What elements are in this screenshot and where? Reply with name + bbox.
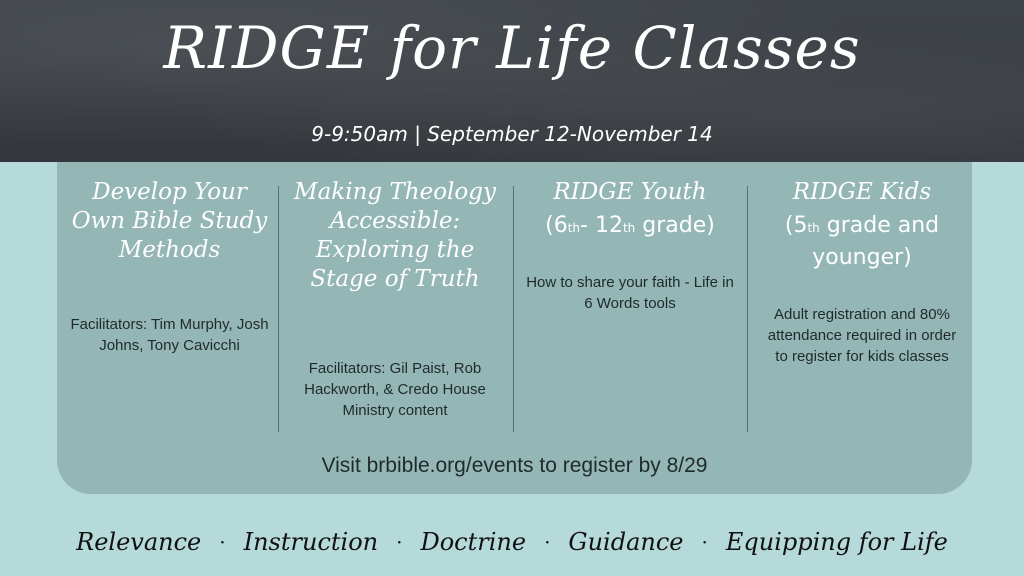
class-column-youth: [525, 178, 735, 314]
separator-dot: ·: [219, 530, 226, 554]
column-divider: [513, 186, 514, 432]
footer-value: Instruction: [243, 528, 379, 556]
page-title: RIDGE for Life Classes: [163, 14, 861, 82]
column-divider: [747, 186, 748, 432]
schedule-subtitle: 9-9:50am | September 12-November 14: [311, 122, 713, 146]
footer-value: Equipping for Life: [725, 528, 948, 556]
class-column-bible-study: [67, 178, 272, 356]
class-description: Facilitators: Tim Murphy, Josh Johns, Tony Cavicchi: [70, 316, 269, 354]
class-column-kids: [757, 178, 967, 367]
classes-panel: [57, 162, 972, 494]
grade-range: (5th grade and younger): [784, 213, 940, 270]
class-title: RIDGE Youth: [553, 179, 707, 205]
separator-dot: ·: [701, 530, 708, 554]
footer-value: Guidance: [568, 528, 684, 556]
class-description: Adult registration and 80% attendance required in order to register for kids classes: [767, 306, 957, 365]
class-title: RIDGE Kids: [792, 179, 932, 205]
footer-value: Relevance: [76, 528, 202, 556]
registration-note: Visit brbible.org/events to register by 8/29: [321, 454, 708, 477]
column-divider: [278, 186, 279, 432]
chalkboard-header: [0, 0, 1024, 162]
class-column-theology: [290, 178, 500, 421]
grade-range: (6th- 12th grade): [545, 213, 715, 238]
class-description: How to share your faith - Life in 6 Words tools: [526, 274, 734, 312]
values-footer: [0, 522, 1024, 562]
separator-dot: ·: [544, 530, 551, 554]
footer-value: Doctrine: [420, 528, 527, 556]
separator-dot: ·: [396, 530, 403, 554]
class-title: Develop Your Own Bible Study Methods: [71, 179, 268, 263]
class-title: Making Theology Accessible: Exploring the Stage of Truth: [294, 179, 496, 292]
class-description: Facilitators: Gil Paist, Rob Hackworth, & Credo House Ministry content: [304, 360, 486, 419]
